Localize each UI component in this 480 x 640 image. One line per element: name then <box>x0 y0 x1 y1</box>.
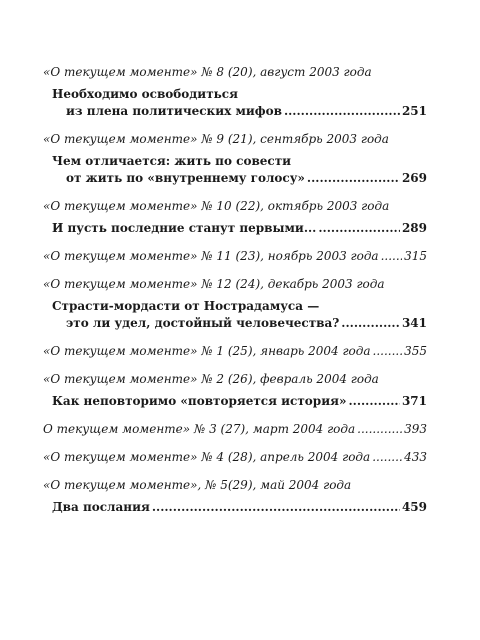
toc-page-number: 269 <box>401 171 427 185</box>
toc-entry <box>43 421 427 438</box>
toc-page-number: 371 <box>401 394 427 408</box>
toc-issue-line <box>43 449 427 466</box>
toc-article-line <box>52 103 427 120</box>
toc-article-title: Страсти-мордасти от Нострадамуса — <box>52 299 320 313</box>
toc-article <box>43 86 427 120</box>
toc-issue-heading: «О текущем моменте» № 4 (28), апрель 2004 года <box>43 450 371 464</box>
toc-page-number: 393 <box>404 422 427 436</box>
toc-entry <box>43 276 427 332</box>
toc-leader <box>348 393 399 410</box>
toc-issue-heading: «О текущем моменте» № 8 (20), август 2003 года <box>43 65 372 79</box>
toc-leader <box>372 449 402 466</box>
toc-article-title: от жить по «внутреннему голосу» <box>66 171 305 185</box>
toc-issue-heading: «О текущем моменте» № 11 (23), ноябрь 2003 года <box>43 249 379 263</box>
toc-page-number: 315 <box>404 249 427 263</box>
toc-entry <box>43 64 427 120</box>
toc-issue-heading: «О текущем моменте», № 5(29), май 2004 года <box>43 478 352 492</box>
toc-page-number: 251 <box>401 104 427 118</box>
toc-page-number: 459 <box>401 500 427 514</box>
toc-article <box>43 153 427 187</box>
toc-issue-line <box>43 421 427 438</box>
toc-article-title: Два послания <box>52 500 150 514</box>
toc-article-line <box>52 393 427 410</box>
toc-entry <box>43 131 427 187</box>
toc-issue-heading: «О текущем моменте» № 12 (24), декабрь 2003 года <box>43 277 385 291</box>
toc-article-line <box>52 499 427 516</box>
toc-article-title: Чем отличается: жить по совести <box>52 154 292 168</box>
toc-article-title: Необходимо освободиться <box>52 87 238 101</box>
toc-page-number: 355 <box>404 344 427 358</box>
toc-issue-heading: «О текущем моменте» № 2 (26), февраль 2004 года <box>43 372 379 386</box>
toc-leader <box>307 170 400 187</box>
toc-leader <box>381 248 403 265</box>
toc-issue-heading: О текущем моменте» № 3 (27), март 2004 года <box>43 422 356 436</box>
toc-entry <box>43 477 427 516</box>
toc-article <box>43 393 427 410</box>
toc-leader <box>284 103 400 120</box>
toc-article-title: из плена политических мифов <box>66 104 282 118</box>
toc-leader <box>357 421 402 438</box>
toc-leader <box>341 315 400 332</box>
toc-issue-heading: «О текущем моменте» № 10 (22), октябрь 2003 года <box>43 199 390 213</box>
toc-article <box>43 298 427 332</box>
toc-article-line <box>52 220 427 237</box>
toc-article-title: это ли удел, достойный человечества? <box>66 316 340 330</box>
toc-leader <box>373 343 403 360</box>
toc-issue-heading: «О текущем моменте» № 9 (21), сентябрь 2003 года <box>43 132 389 146</box>
toc-article <box>43 499 427 516</box>
toc-article-title: И пусть последние станут первыми... <box>52 221 317 235</box>
toc-article-line <box>52 170 427 187</box>
toc-issue-line <box>43 248 427 265</box>
toc-page-number: 289 <box>401 221 427 235</box>
toc-entry <box>43 371 427 410</box>
toc-entry <box>43 343 427 360</box>
toc-entry <box>43 449 427 466</box>
toc-leader <box>152 499 400 516</box>
toc-entry <box>43 198 427 237</box>
toc-issue-heading: «О текущем моменте» № 1 (25), январь 2004 года <box>43 344 371 358</box>
toc-article-title: Как неповторимо «повторяется история» <box>52 394 347 408</box>
toc-entry <box>43 248 427 265</box>
toc-article <box>43 220 427 237</box>
toc-page-number: 433 <box>404 450 427 464</box>
toc-issue-line <box>43 343 427 360</box>
toc-article-line <box>52 315 427 332</box>
toc-leader <box>318 220 400 237</box>
table-of-contents <box>43 64 427 527</box>
toc-page-number: 341 <box>401 316 427 330</box>
